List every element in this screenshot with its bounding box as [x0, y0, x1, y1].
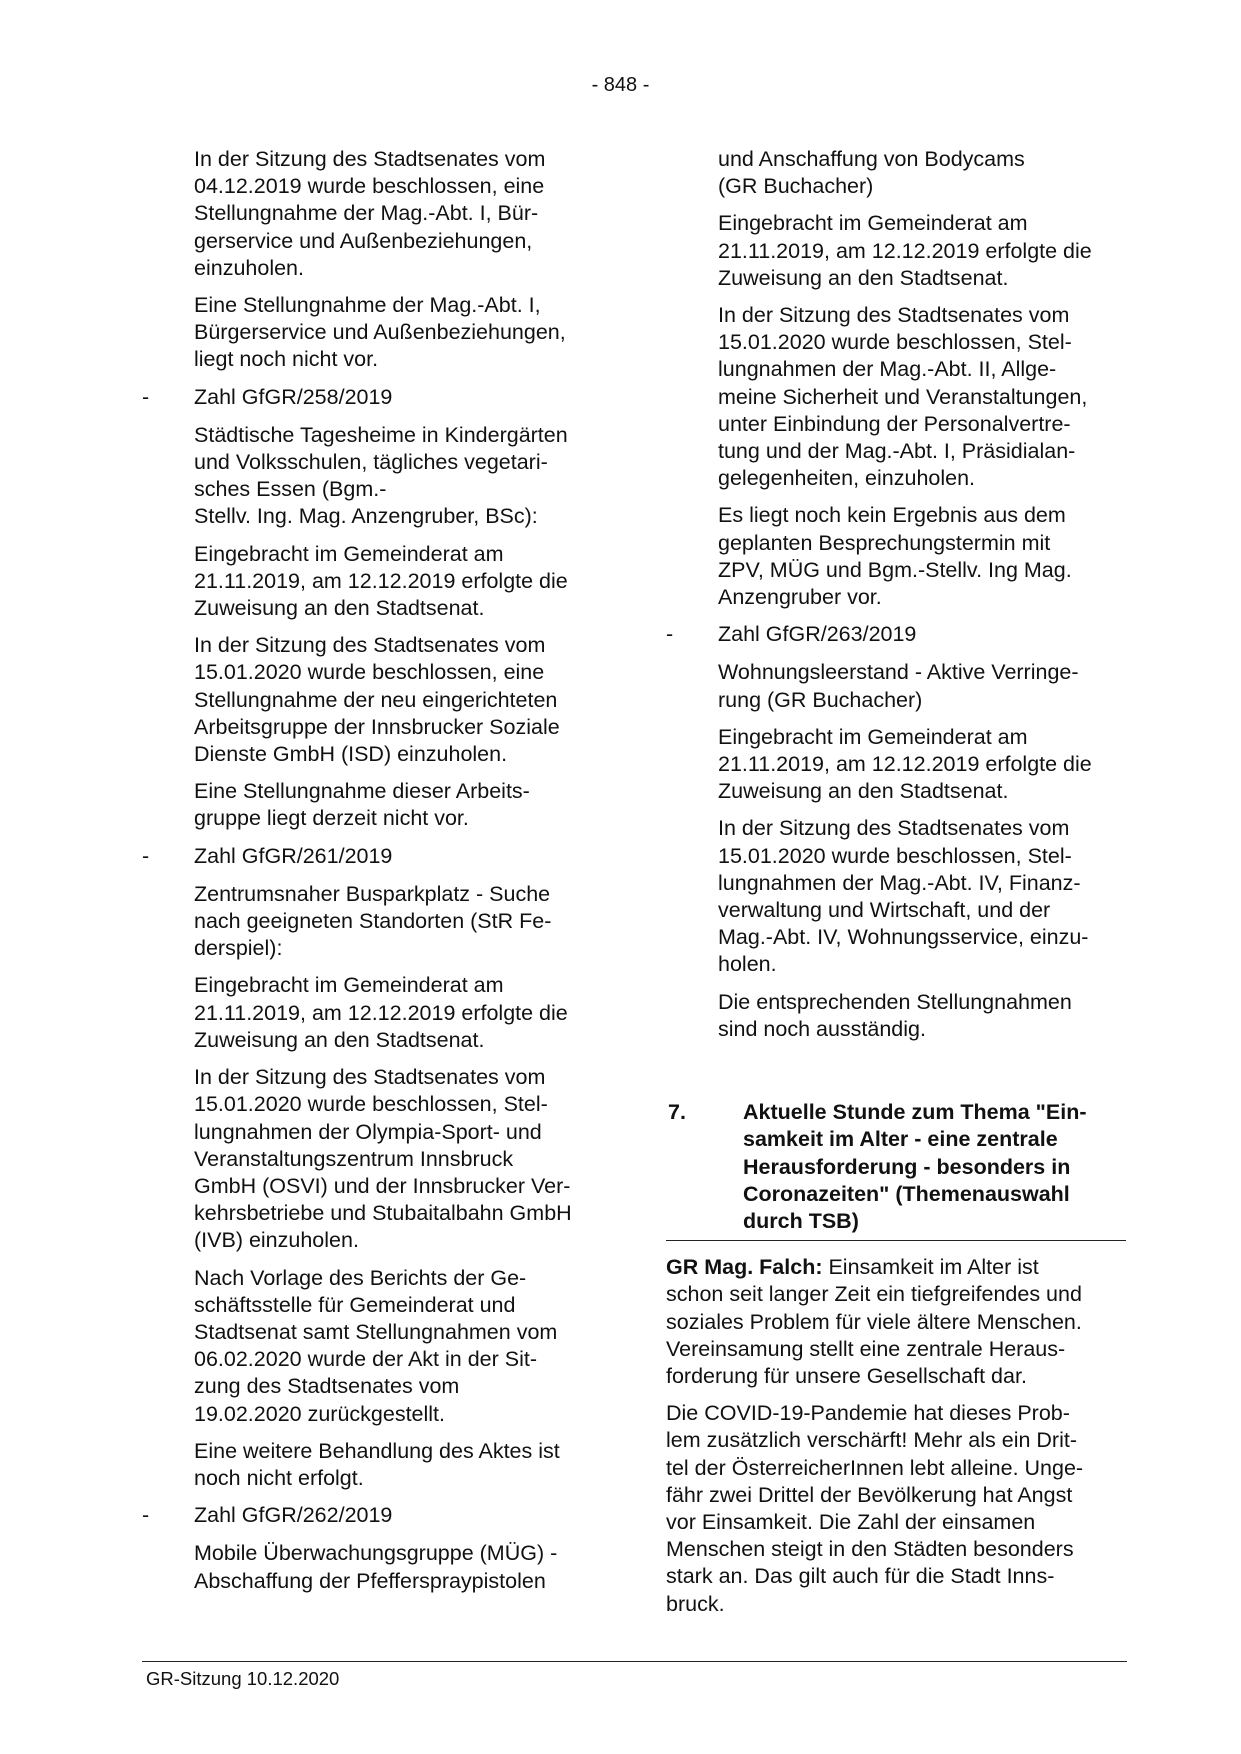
text-line: geplanten Besprechungstermin mit [718, 530, 1051, 555]
paragraph [194, 881, 612, 963]
list-item [142, 843, 612, 870]
right-column-body [666, 146, 1126, 1043]
footer-text: GR-Sitzung 10.12.2020 [146, 1668, 340, 1689]
paragraph [194, 1438, 612, 1492]
text-line: Stadtsenat samt Stellungnahmen vom [194, 1319, 558, 1344]
text-line: lungnahmen der Mag.-Abt. IV, Finanz- [718, 870, 1081, 895]
text-line: Zentrumsnaher Busparkplatz - Suche [194, 881, 551, 906]
list-item [142, 1502, 612, 1529]
text-line: Zuweisung an den Stadtsenat. [194, 1027, 485, 1052]
text-line: noch nicht erfolgt. [194, 1465, 364, 1490]
right-column [666, 146, 1126, 1628]
paragraph [194, 1064, 612, 1254]
speech-paragraph-2 [666, 1400, 1126, 1618]
text-line: durch TSB) [743, 1208, 859, 1233]
text-line: (IVB) einzuholen. [194, 1228, 359, 1253]
text-line: und Volksschulen, tägliches vegetari- [194, 450, 548, 475]
paragraph [718, 989, 1126, 1043]
text-line: Zuweisung an den Stadtsenat. [718, 779, 1009, 804]
text-line: gruppe liegt derzeit nicht vor. [194, 806, 469, 831]
text-line: Eingebracht im Gemeinderat am [194, 973, 504, 998]
text-line: Eine Stellungnahme der Mag.-Abt. I, [194, 293, 541, 318]
text-line: lungnahmen der Olympia-Sport- und [194, 1119, 542, 1144]
paragraph [194, 541, 612, 623]
paragraph [194, 632, 612, 768]
text-line: (GR Buchacher) [718, 174, 874, 199]
text-line: 15.01.2020 wurde beschlossen, Stel- [194, 1092, 548, 1117]
paragraph [718, 210, 1126, 292]
section-heading [666, 1099, 1126, 1241]
paragraph [718, 724, 1126, 806]
text-line: kehrsbetriebe und Stubaitalbahn GmbH [194, 1201, 572, 1226]
paragraph [194, 292, 612, 374]
text-line: In der Sitzung des Stadtsenates vom [718, 816, 1070, 841]
text-line: Aktuelle Stunde zum Thema "Ein- [743, 1100, 1087, 1125]
text-line: nach geeigneten Standorten (StR Fe- [194, 909, 552, 934]
text-line: GmbH (OSVI) und der Innsbrucker Ver- [194, 1173, 571, 1198]
paragraph [718, 146, 1126, 200]
paragraph [194, 422, 612, 531]
text-line: Anzengruber vor. [718, 585, 882, 610]
list-dash: - [666, 622, 674, 647]
paragraph [718, 659, 1126, 713]
section-title [743, 1099, 1126, 1235]
text-line: ZPV, MÜG und Bgm.-Stellv. Ing Mag. [718, 557, 1072, 582]
left-column [142, 146, 612, 1605]
text-line: Bürgerservice und Außenbeziehungen, [194, 320, 566, 345]
paragraph [194, 1540, 612, 1594]
text-line: Menschen steigt in den Städten besonders [666, 1537, 1074, 1562]
text-line: meine Sicherheit und Veranstaltungen, [718, 384, 1088, 409]
list-item [142, 384, 612, 411]
paragraph [718, 815, 1126, 978]
text-line: Stellungnahme der neu eingerichteten [194, 687, 558, 712]
text-line: forderung für unsere Gesellschaft dar. [666, 1363, 1027, 1388]
text-line: Zahl GfGR/262/2019 [194, 1503, 393, 1528]
text-line: samkeit im Alter - eine zentrale [743, 1127, 1058, 1152]
text-line: Eine Stellungnahme dieser Arbeits- [194, 779, 530, 804]
text-line: einzuholen. [194, 255, 304, 280]
paragraph [194, 1265, 612, 1428]
paragraph [194, 778, 612, 832]
text-line: stark an. Das gilt auch für die Stadt Inns- [666, 1564, 1055, 1589]
text-line: 21.11.2019, am 12.12.2019 erfolgte die [194, 1000, 568, 1025]
text-line: tel der ÖsterreicherInnen lebt alleine. Unge- [666, 1455, 1084, 1480]
text-line: Arbeitsgruppe der Innsbrucker Soziale [194, 714, 560, 739]
text-line: In der Sitzung des Stadtsenates vom [194, 633, 546, 658]
list-item [666, 621, 1126, 648]
text-line: 04.12.2019 wurde beschlossen, eine [194, 174, 545, 199]
text-line: Die COVID-19-Pandemie hat dieses Prob- [666, 1401, 1070, 1426]
text-line: Wohnungsleerstand - Aktive Verringe- [718, 660, 1079, 685]
text-line: 19.02.2020 zurückgestellt. [194, 1401, 445, 1426]
text-line: Zahl GfGR/258/2019 [194, 384, 393, 409]
text-line: lungnahmen der Mag.-Abt. II, Allge- [718, 357, 1057, 382]
text-line: 06.02.2020 wurde der Akt in der Sit- [194, 1347, 538, 1372]
footer-rule [142, 1661, 1127, 1662]
text-line: gerservice und Außenbeziehungen, [194, 228, 533, 253]
text-line: Mobile Überwachungsgruppe (MÜG) - [194, 1541, 558, 1566]
text-line: schäftsstelle für Gemeinderat und [194, 1292, 516, 1317]
text-line: Eingebracht im Gemeinderat am [194, 541, 504, 566]
text-line: 15.01.2020 wurde beschlossen, Stel- [718, 843, 1072, 868]
text-line: derspiel): [194, 936, 283, 961]
text-line: Zuweisung an den Stadtsenat. [194, 596, 485, 621]
text-line: 21.11.2019, am 12.12.2019 erfolgte die [194, 568, 568, 593]
text-line: Nach Vorlage des Berichts der Ge- [194, 1265, 527, 1290]
text-line: fähr zwei Drittel der Bevölkerung hat Angst [666, 1482, 1073, 1507]
text-line: und Anschaffung von Bodycams [718, 147, 1025, 171]
text-line: Die entsprechenden Stellungnahmen [718, 989, 1072, 1014]
text-line: Es liegt noch kein Ergebnis aus dem [718, 503, 1066, 528]
text-line: liegt noch nicht vor. [194, 347, 379, 372]
text-line: Zuweisung an den Stadtsenat. [718, 265, 1009, 290]
text-line: holen. [718, 952, 777, 977]
text-line: Abschaffung der Pfefferspraypistolen [194, 1568, 546, 1593]
text-line: sches Essen (Bgm.- [194, 477, 387, 502]
list-dash: - [142, 1503, 150, 1528]
text-line: rung (GR Buchacher) [718, 687, 923, 712]
text-line: Veranstaltungszentrum Innsbruck [194, 1146, 514, 1171]
paragraph [194, 146, 612, 282]
text-line: Zahl GfGR/263/2019 [718, 622, 917, 647]
text-line: Stellungnahme der Mag.-Abt. I, Bür- [194, 201, 539, 226]
text-line: Dienste GmbH (ISD) einzuholen. [194, 742, 508, 767]
text-line: Zahl GfGR/261/2019 [194, 843, 393, 868]
text-line: schon seit langer Zeit ein tiefgreifendes und [666, 1282, 1082, 1307]
text-line: verwaltung und Wirtschaft, und der [718, 898, 1051, 923]
list-dash: - [142, 384, 150, 409]
text-line: Mag.-Abt. IV, Wohnungsservice, einzu- [718, 925, 1089, 950]
text-line: 15.01.2020 wurde beschlossen, eine [194, 660, 545, 685]
speaker-name: GR Mag. Falch: [666, 1255, 823, 1280]
text-line: In der Sitzung des Stadtsenates vom [194, 147, 546, 171]
text-line: gelegenheiten, einzuholen. [718, 466, 976, 491]
text-line: Herausforderung - besonders in [743, 1154, 1071, 1179]
text-line: 15.01.2020 wurde beschlossen, Stel- [718, 330, 1072, 355]
text-line: zung des Stadtsenates vom [194, 1374, 460, 1399]
text-line: Einsamkeit im Alter ist [828, 1255, 1039, 1280]
section-number: 7. [668, 1100, 686, 1125]
text-line: Coronazeiten" (Themenauswahl [743, 1181, 1070, 1206]
text-line: Eingebracht im Gemeinderat am [718, 724, 1028, 749]
text-line: sind noch ausständig. [718, 1016, 926, 1041]
text-line: 21.11.2019, am 12.12.2019 erfolgte die [718, 752, 1092, 777]
paragraph [718, 302, 1126, 492]
speech-paragraph [666, 1254, 1126, 1390]
text-line: Städtische Tagesheime in Kindergärten [194, 422, 568, 447]
text-line: In der Sitzung des Stadtsenates vom [718, 303, 1070, 328]
page-number: - 848 - [591, 74, 650, 96]
list-dash: - [142, 843, 150, 868]
text-line: unter Einbindung der Personalvertre- [718, 411, 1071, 436]
text-line: tung und der Mag.-Abt. I, Präsidialan- [718, 439, 1076, 464]
text-line: bruck. [666, 1591, 725, 1616]
text-line: Stellv. Ing. Mag. Anzengruber, BSc): [194, 504, 538, 529]
text-line: Eine weitere Behandlung des Aktes ist [194, 1438, 560, 1463]
text-line: soziales Problem für viele ältere Menschen. [666, 1309, 1082, 1334]
text-line: Eingebracht im Gemeinderat am [718, 211, 1028, 236]
text-line: lem zusätzlich verschärft! Mehr als ein Drit- [666, 1428, 1077, 1453]
text-line: In der Sitzung des Stadtsenates vom [194, 1065, 546, 1090]
paragraph [194, 972, 612, 1054]
text-line: 21.11.2019, am 12.12.2019 erfolgte die [718, 238, 1092, 263]
text-line: vor Einsamkeit. Die Zahl der einsamen [666, 1509, 1036, 1534]
text-line: Vereinsamung stellt eine zentrale Heraus- [666, 1336, 1066, 1361]
paragraph [718, 502, 1126, 611]
